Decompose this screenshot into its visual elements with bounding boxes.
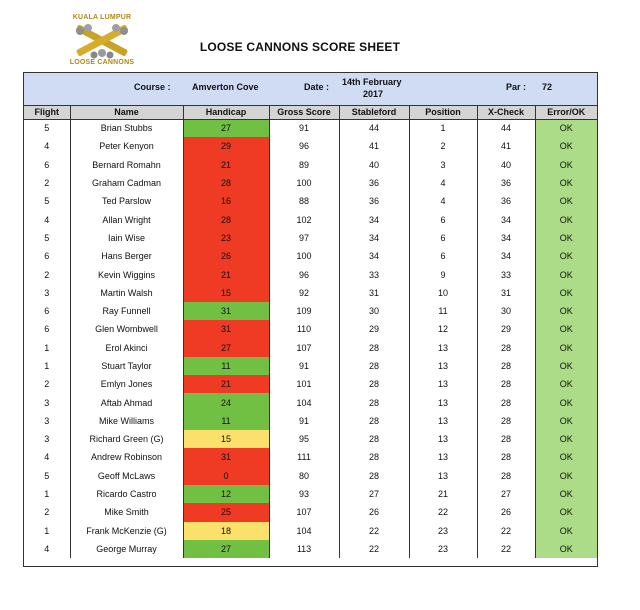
gross-score-cell: 104 [269, 393, 339, 411]
stableford-cell: 28 [339, 393, 409, 411]
page-title: LOOSE CANNONS SCORE SHEET [199, 40, 401, 54]
table-row [24, 137, 597, 155]
table-row [24, 522, 597, 540]
stableford-cell: 28 [339, 467, 409, 485]
flight-cell: 1 [24, 339, 70, 357]
stableford-cell: 30 [339, 302, 409, 320]
x-check-cell: 44 [477, 119, 535, 137]
x-check-cell: 28 [477, 357, 535, 375]
column-header-error-ok: Error/OK [535, 106, 597, 119]
position-cell: 23 [409, 540, 477, 558]
flight-cell: 2 [24, 265, 70, 283]
stableford-cell: 27 [339, 485, 409, 503]
table-row [24, 192, 597, 210]
column-header-flight: Flight [24, 106, 70, 119]
x-check-cell: 34 [477, 247, 535, 265]
stableford-cell: 34 [339, 229, 409, 247]
handicap-cell: 15 [183, 430, 269, 448]
name-cell: Hans Berger [70, 247, 183, 265]
scores-table [24, 106, 597, 558]
name-cell: Erol Akinci [70, 339, 183, 357]
name-cell: Graham Cadman [70, 174, 183, 192]
flight-cell: 3 [24, 430, 70, 448]
x-check-cell: 41 [477, 137, 535, 155]
flight-cell: 6 [24, 156, 70, 174]
table-row [24, 467, 597, 485]
stableford-cell: 28 [339, 357, 409, 375]
gross-score-cell: 91 [269, 119, 339, 137]
status-cell: OK [535, 357, 597, 375]
gross-score-cell: 88 [269, 192, 339, 210]
gross-score-cell: 107 [269, 503, 339, 521]
name-cell: Ted Parslow [70, 192, 183, 210]
gross-score-cell: 91 [269, 412, 339, 430]
status-cell: OK [535, 192, 597, 210]
position-cell: 13 [409, 375, 477, 393]
handicap-cell: 21 [183, 265, 269, 283]
gross-score-cell: 111 [269, 448, 339, 466]
gross-score-cell: 97 [269, 229, 339, 247]
status-cell: OK [535, 119, 597, 137]
flight-cell: 1 [24, 522, 70, 540]
table-row [24, 393, 597, 411]
flight-cell: 5 [24, 119, 70, 137]
status-cell: OK [535, 412, 597, 430]
x-check-cell: 34 [477, 229, 535, 247]
x-check-cell: 28 [477, 467, 535, 485]
stableford-cell: 33 [339, 265, 409, 283]
table-row [24, 247, 597, 265]
gross-score-cell: 102 [269, 210, 339, 228]
x-check-cell: 31 [477, 284, 535, 302]
handicap-cell: 18 [183, 522, 269, 540]
position-cell: 4 [409, 174, 477, 192]
crossed-cannons-icon [72, 22, 132, 60]
position-cell: 13 [409, 430, 477, 448]
status-cell: OK [535, 339, 597, 357]
handicap-cell: 31 [183, 302, 269, 320]
position-cell: 12 [409, 320, 477, 338]
position-cell: 6 [409, 210, 477, 228]
position-cell: 13 [409, 448, 477, 466]
column-header-handicap: Handicap [183, 106, 269, 119]
stableford-cell: 44 [339, 119, 409, 137]
name-cell: Glen Wombwell [70, 320, 183, 338]
table-row [24, 265, 597, 283]
status-cell: OK [535, 503, 597, 521]
position-cell: 4 [409, 192, 477, 210]
table-row [24, 210, 597, 228]
x-check-cell: 29 [477, 320, 535, 338]
status-cell: OK [535, 265, 597, 283]
gross-score-cell: 101 [269, 375, 339, 393]
course-info-bar [24, 73, 597, 106]
status-cell: OK [535, 156, 597, 174]
status-cell: OK [535, 375, 597, 393]
flight-cell: 4 [24, 137, 70, 155]
x-check-cell: 36 [477, 192, 535, 210]
handicap-cell: 27 [183, 119, 269, 137]
table-row [24, 320, 597, 338]
name-cell: Mike Williams [70, 412, 183, 430]
table-row [24, 503, 597, 521]
name-cell: Emlyn Jones [70, 375, 183, 393]
table-row [24, 302, 597, 320]
stableford-cell: 28 [339, 448, 409, 466]
gross-score-cell: 104 [269, 522, 339, 540]
handicap-cell: 28 [183, 210, 269, 228]
position-cell: 1 [409, 119, 477, 137]
table-row [24, 412, 597, 430]
handicap-cell: 0 [183, 467, 269, 485]
date-value-line1: 14th February [342, 77, 402, 87]
column-header-position: Position [409, 106, 477, 119]
gross-score-cell: 100 [269, 174, 339, 192]
position-cell: 11 [409, 302, 477, 320]
stableford-cell: 36 [339, 192, 409, 210]
position-cell: 23 [409, 522, 477, 540]
name-cell: Iain Wise [70, 229, 183, 247]
course-label: Course : [134, 82, 171, 92]
status-cell: OK [535, 430, 597, 448]
name-cell: Bernard Romahn [70, 156, 183, 174]
club-logo [68, 14, 136, 66]
status-cell: OK [535, 174, 597, 192]
stableford-cell: 28 [339, 412, 409, 430]
table-row [24, 540, 597, 558]
handicap-cell: 12 [183, 485, 269, 503]
flight-cell: 4 [24, 448, 70, 466]
flight-cell: 1 [24, 485, 70, 503]
gross-score-cell: 96 [269, 137, 339, 155]
flight-cell: 4 [24, 540, 70, 558]
handicap-cell: 31 [183, 448, 269, 466]
name-cell: Richard Green (G) [70, 430, 183, 448]
table-row [24, 448, 597, 466]
table-row [24, 174, 597, 192]
handicap-cell: 31 [183, 320, 269, 338]
table-row [24, 156, 597, 174]
flight-cell: 1 [24, 357, 70, 375]
position-cell: 6 [409, 247, 477, 265]
name-cell: Andrew Robinson [70, 448, 183, 466]
name-cell: Brian Stubbs [70, 119, 183, 137]
table-row [24, 284, 597, 302]
stableford-cell: 28 [339, 375, 409, 393]
flight-cell: 2 [24, 503, 70, 521]
x-check-cell: 27 [477, 485, 535, 503]
status-cell: OK [535, 540, 597, 558]
x-check-cell: 28 [477, 393, 535, 411]
position-cell: 10 [409, 284, 477, 302]
date-label: Date : [304, 82, 330, 92]
stableford-cell: 40 [339, 156, 409, 174]
handicap-cell: 25 [183, 503, 269, 521]
stableford-cell: 31 [339, 284, 409, 302]
position-cell: 13 [409, 467, 477, 485]
table-row [24, 375, 597, 393]
status-cell: OK [535, 522, 597, 540]
table-row [24, 119, 597, 137]
stableford-cell: 22 [339, 522, 409, 540]
gross-score-cell: 109 [269, 302, 339, 320]
gross-score-cell: 113 [269, 540, 339, 558]
x-check-cell: 28 [477, 339, 535, 357]
position-cell: 13 [409, 339, 477, 357]
handicap-cell: 24 [183, 393, 269, 411]
gross-score-cell: 107 [269, 339, 339, 357]
name-cell: Ricardo Castro [70, 485, 183, 503]
column-header-stableford: Stableford [339, 106, 409, 119]
x-check-cell: 26 [477, 503, 535, 521]
position-cell: 21 [409, 485, 477, 503]
name-cell: George Murray [70, 540, 183, 558]
stableford-cell: 34 [339, 247, 409, 265]
handicap-cell: 28 [183, 174, 269, 192]
gross-score-cell: 100 [269, 247, 339, 265]
stableford-cell: 41 [339, 137, 409, 155]
gross-score-cell: 95 [269, 430, 339, 448]
gross-score-cell: 80 [269, 467, 339, 485]
position-cell: 2 [409, 137, 477, 155]
column-header-gross-score: Gross Score [269, 106, 339, 119]
table-row [24, 357, 597, 375]
flight-cell: 6 [24, 302, 70, 320]
flight-cell: 2 [24, 375, 70, 393]
table-row [24, 485, 597, 503]
gross-score-cell: 110 [269, 320, 339, 338]
status-cell: OK [535, 320, 597, 338]
status-cell: OK [535, 393, 597, 411]
position-cell: 9 [409, 265, 477, 283]
name-cell: Mike Smith [70, 503, 183, 521]
stableford-cell: 34 [339, 210, 409, 228]
x-check-cell: 30 [477, 302, 535, 320]
stableford-cell: 28 [339, 339, 409, 357]
gross-score-cell: 92 [269, 284, 339, 302]
handicap-cell: 11 [183, 412, 269, 430]
flight-cell: 5 [24, 229, 70, 247]
score-sheet [23, 72, 598, 567]
x-check-cell: 22 [477, 540, 535, 558]
x-check-cell: 28 [477, 412, 535, 430]
stableford-cell: 28 [339, 430, 409, 448]
table-row [24, 430, 597, 448]
status-cell: OK [535, 302, 597, 320]
handicap-cell: 11 [183, 357, 269, 375]
handicap-cell: 29 [183, 137, 269, 155]
status-cell: OK [535, 485, 597, 503]
status-cell: OK [535, 137, 597, 155]
handicap-cell: 21 [183, 375, 269, 393]
x-check-cell: 28 [477, 448, 535, 466]
flight-cell: 2 [24, 174, 70, 192]
name-cell: Peter Kenyon [70, 137, 183, 155]
position-cell: 13 [409, 357, 477, 375]
x-check-cell: 28 [477, 375, 535, 393]
flight-cell: 5 [24, 467, 70, 485]
position-cell: 13 [409, 412, 477, 430]
status-cell: OK [535, 229, 597, 247]
flight-cell: 6 [24, 320, 70, 338]
course-value: Amverton Cove [192, 82, 259, 92]
name-cell: Kevin Wiggins [70, 265, 183, 283]
flight-cell: 6 [24, 247, 70, 265]
stableford-cell: 26 [339, 503, 409, 521]
flight-cell: 3 [24, 412, 70, 430]
position-cell: 6 [409, 229, 477, 247]
status-cell: OK [535, 448, 597, 466]
x-check-cell: 22 [477, 522, 535, 540]
gross-score-cell: 93 [269, 485, 339, 503]
handicap-cell: 15 [183, 284, 269, 302]
flight-cell: 3 [24, 284, 70, 302]
status-cell: OK [535, 247, 597, 265]
x-check-cell: 28 [477, 430, 535, 448]
stableford-cell: 22 [339, 540, 409, 558]
column-header-x-check: X-Check [477, 106, 535, 119]
handicap-cell: 21 [183, 156, 269, 174]
x-check-cell: 40 [477, 156, 535, 174]
status-cell: OK [535, 210, 597, 228]
date-value-line2: 2017 [363, 89, 384, 99]
name-cell: Martin Walsh [70, 284, 183, 302]
x-check-cell: 33 [477, 265, 535, 283]
name-cell: Aftab Ahmad [70, 393, 183, 411]
par-label: Par : [506, 82, 527, 92]
gross-score-cell: 96 [269, 265, 339, 283]
position-cell: 22 [409, 503, 477, 521]
table-row [24, 339, 597, 357]
flight-cell: 3 [24, 393, 70, 411]
logo-bottom-text: LOOSE CANNONS [69, 59, 135, 66]
name-cell: Geoff McLaws [70, 467, 183, 485]
status-cell: OK [535, 284, 597, 302]
handicap-cell: 27 [183, 540, 269, 558]
logo-top-text: KUALA LUMPUR [72, 14, 132, 21]
handicap-cell: 27 [183, 339, 269, 357]
name-cell: Ray Funnell [70, 302, 183, 320]
flight-cell: 4 [24, 210, 70, 228]
name-cell: Stuart Taylor [70, 357, 183, 375]
stableford-cell: 36 [339, 174, 409, 192]
handicap-cell: 16 [183, 192, 269, 210]
stableford-cell: 29 [339, 320, 409, 338]
column-header-name: Name [70, 106, 183, 119]
flight-cell: 5 [24, 192, 70, 210]
name-cell: Frank McKenzie (G) [70, 522, 183, 540]
status-cell: OK [535, 467, 597, 485]
name-cell: Allan Wright [70, 210, 183, 228]
x-check-cell: 34 [477, 210, 535, 228]
header-row [24, 106, 597, 119]
x-check-cell: 36 [477, 174, 535, 192]
handicap-cell: 23 [183, 229, 269, 247]
position-cell: 13 [409, 393, 477, 411]
position-cell: 3 [409, 156, 477, 174]
table-row [24, 229, 597, 247]
gross-score-cell: 91 [269, 357, 339, 375]
handicap-cell: 26 [183, 247, 269, 265]
gross-score-cell: 89 [269, 156, 339, 174]
par-value: 72 [542, 82, 553, 92]
